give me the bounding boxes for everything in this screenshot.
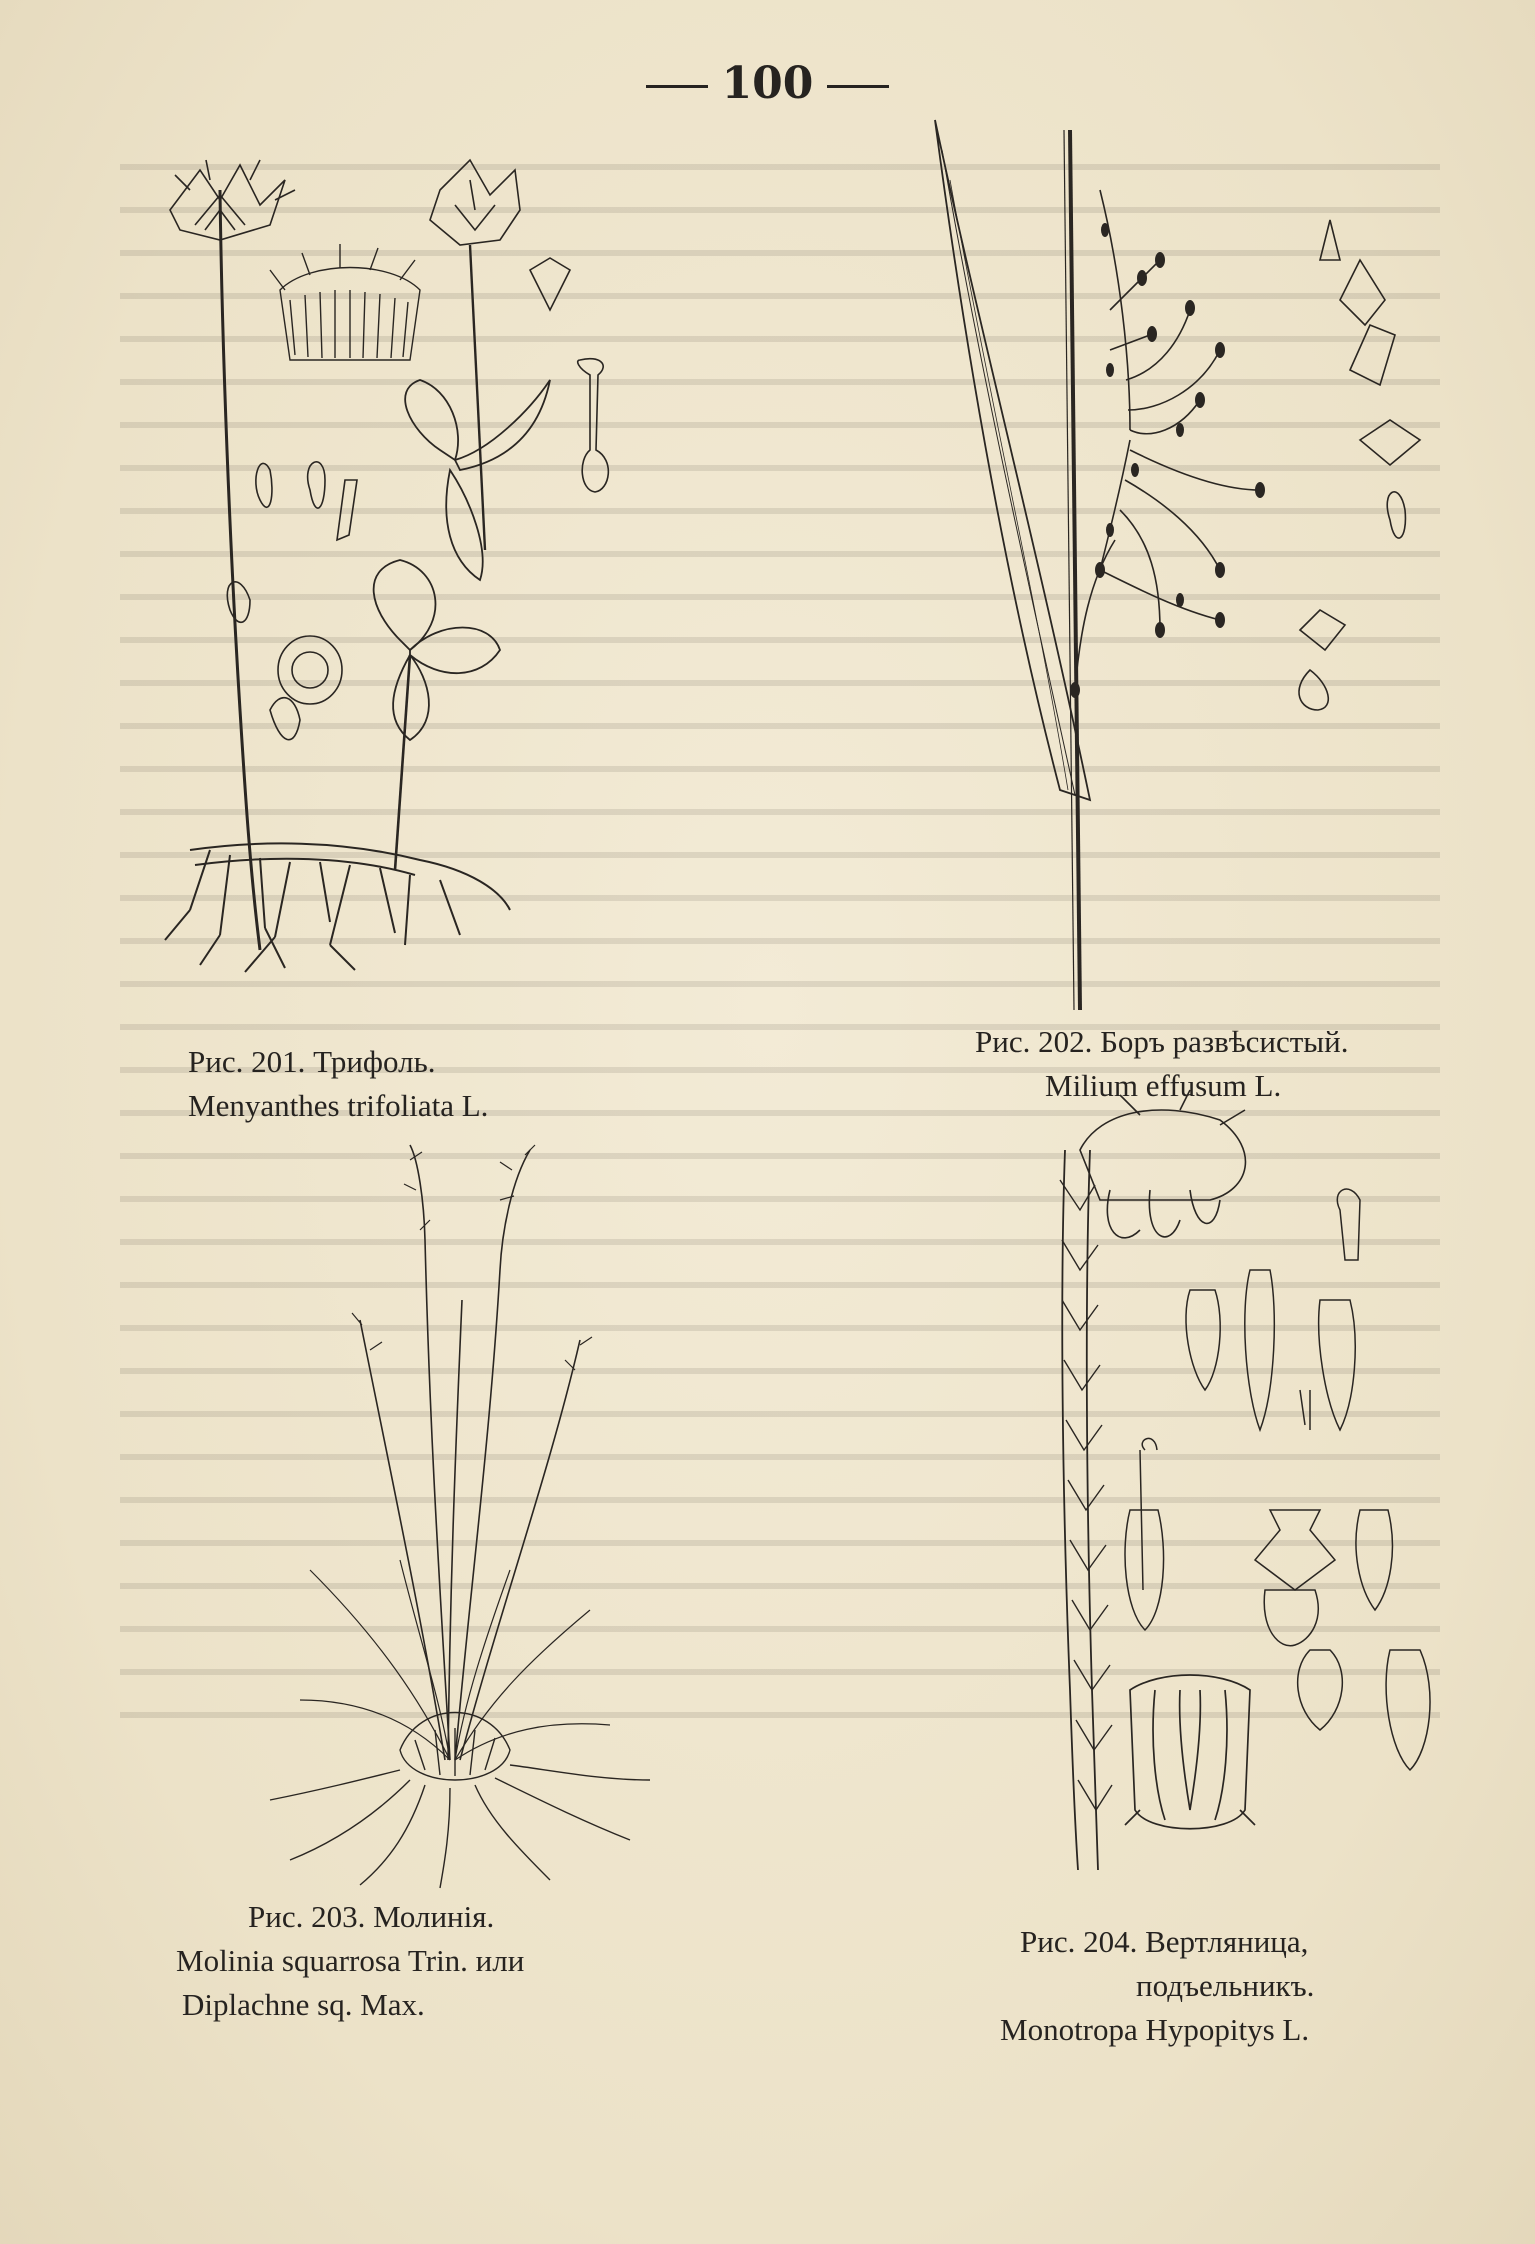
illustration-milium	[920, 110, 1480, 1010]
caption-fig203-title: Рис. 203. Молинія.	[248, 1899, 495, 1934]
caption-fig203-latin: Molinia squarrosa Trin. или	[176, 1943, 525, 1978]
page-number-text: 100	[721, 58, 814, 109]
caption-fig204-latin: Monotropa Hypopitys L.	[1000, 2012, 1310, 2047]
illustration-menyanthes	[110, 150, 630, 1030]
caption-fig203-synonym: Diplachne sq. Max.	[182, 1987, 425, 2022]
caption-fig204-subtitle: подъельникъ.	[1136, 1968, 1315, 2003]
caption-fig204	[1000, 1920, 1315, 2052]
dash-left	[646, 85, 708, 88]
caption-fig201-latin: Menyanthes trifoliata L.	[188, 1088, 489, 1123]
caption-fig201	[188, 1040, 488, 1128]
page-number	[0, 58, 1535, 109]
caption-fig201-title: Рис. 201. Трифоль.	[188, 1044, 436, 1079]
caption-fig202-latin: Milium effusum L.	[1045, 1068, 1282, 1103]
illustration-monotropa	[1020, 1090, 1490, 1880]
caption-fig204-title: Рис. 204. Вертляница,	[1020, 1924, 1309, 1959]
illustration-molinia	[250, 1140, 670, 1890]
caption-fig203	[176, 1895, 524, 2027]
dash-right	[827, 85, 889, 88]
caption-fig202-title: Рис. 202. Боръ развѣсистый.	[975, 1024, 1349, 1059]
